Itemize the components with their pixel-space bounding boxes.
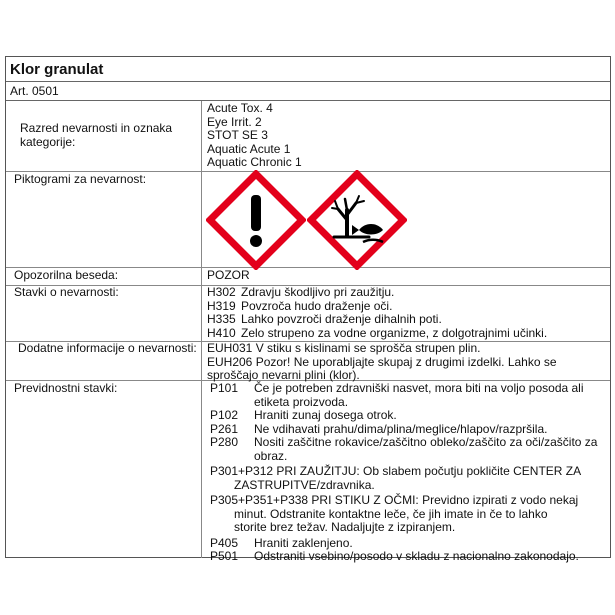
additional-info-list [207,342,605,383]
hazard-statements-list [207,286,605,340]
additional-info-item: EUH031 V stiku s kislinami se sprošča strupen plin. [207,341,481,355]
safety-label-sheet [5,56,611,563]
additional-info-item: EUH206 Pozor! Ne uporabljajte skupaj z drugimi izdelki. Lahko se sproščajo nevarni plini (klor). [207,354,557,382]
additional-info-label: Dodatne informacije o nevarnosti: [18,341,197,355]
hazard-class-label: Razred nevarnosti in oznaka kategorije: [20,121,173,149]
hazard-statement: H319 Povzroča hudo draženje oči. [207,298,393,313]
hazard-class-item: Acute Tox. 4 [207,101,273,115]
precautionary-combo-statement: P301+P312 PRI ZAUŽITJU: Ob slabem počutju pokličite CENTER ZA ZASTRUPITVE/zdravnika. [210,464,582,492]
precautionary-label: Previdnostni stavki: [14,381,118,395]
hazard-statement: H335 Lahko povzroči draženje dihalnih poti. [207,312,442,326]
signal-word-label: Opozorilna beseda: [14,268,119,282]
article-number: Art. 0501 [6,82,610,101]
hazard-class-values [207,102,605,170]
precautionary-combo-statement: P305+P351+P338 PRI STIKU Z OČMI: Previdno izpirati z vodo nekaj minut. Odstranite kontaktne leče, če jih imate in če to lahko storite brez težav. Nadaljujte z izpiranjem. [210,493,579,534]
precautionary-statement: P101 Če je potreben zdravniški nasvet, mora biti na voljo posoda ali etiketa proizvoda. [210,381,584,409]
pictograms-label: Piktogrami za nevarnost: [14,172,147,186]
precautionary-statement: P261 Ne vdihavati prahu/dima/plina/meglice/hlapov/razpršila. [210,421,548,436]
column-divider [201,101,202,558]
precautionary-statement: P102 Hraniti zunaj dosega otrok. [210,408,397,422]
hazard-statement: H410 Zelo strupeno za vodne organizme, z dolgotrajnimi učinki. [207,325,548,340]
precautionary-statement: P280 Nositi zaščitne rokavice/zaščitno obleko/zaščito za oči/zaščito za obraz. [210,435,598,463]
hazard-class-item: STOT SE 3 [207,128,268,142]
hazard-class-item: Aquatic Acute 1 [207,141,291,156]
precautionary-statement: P501 Odstraniti vsebino/posodo v skladu z nacionalno zakonodajo. [210,549,579,563]
environment-dead-tree-fish-icon [307,170,407,270]
hazard-class-item: Eye Irrit. 2 [207,114,262,129]
precautionary-list [210,382,606,564]
product-title: Klor granulat [6,57,610,82]
hazard-class-item: Aquatic Chronic 1 [207,155,302,169]
hazard-statement: H302 Zdravju škodljivo pri zaužitju. [207,285,395,299]
exclamation-mark-icon [206,170,306,270]
precautionary-statement: P405 Hraniti zaklenjeno. [210,535,353,550]
signal-word-value: POZOR [207,268,250,282]
hazard-statements-label: Stavki o nevarnosti: [14,285,119,299]
